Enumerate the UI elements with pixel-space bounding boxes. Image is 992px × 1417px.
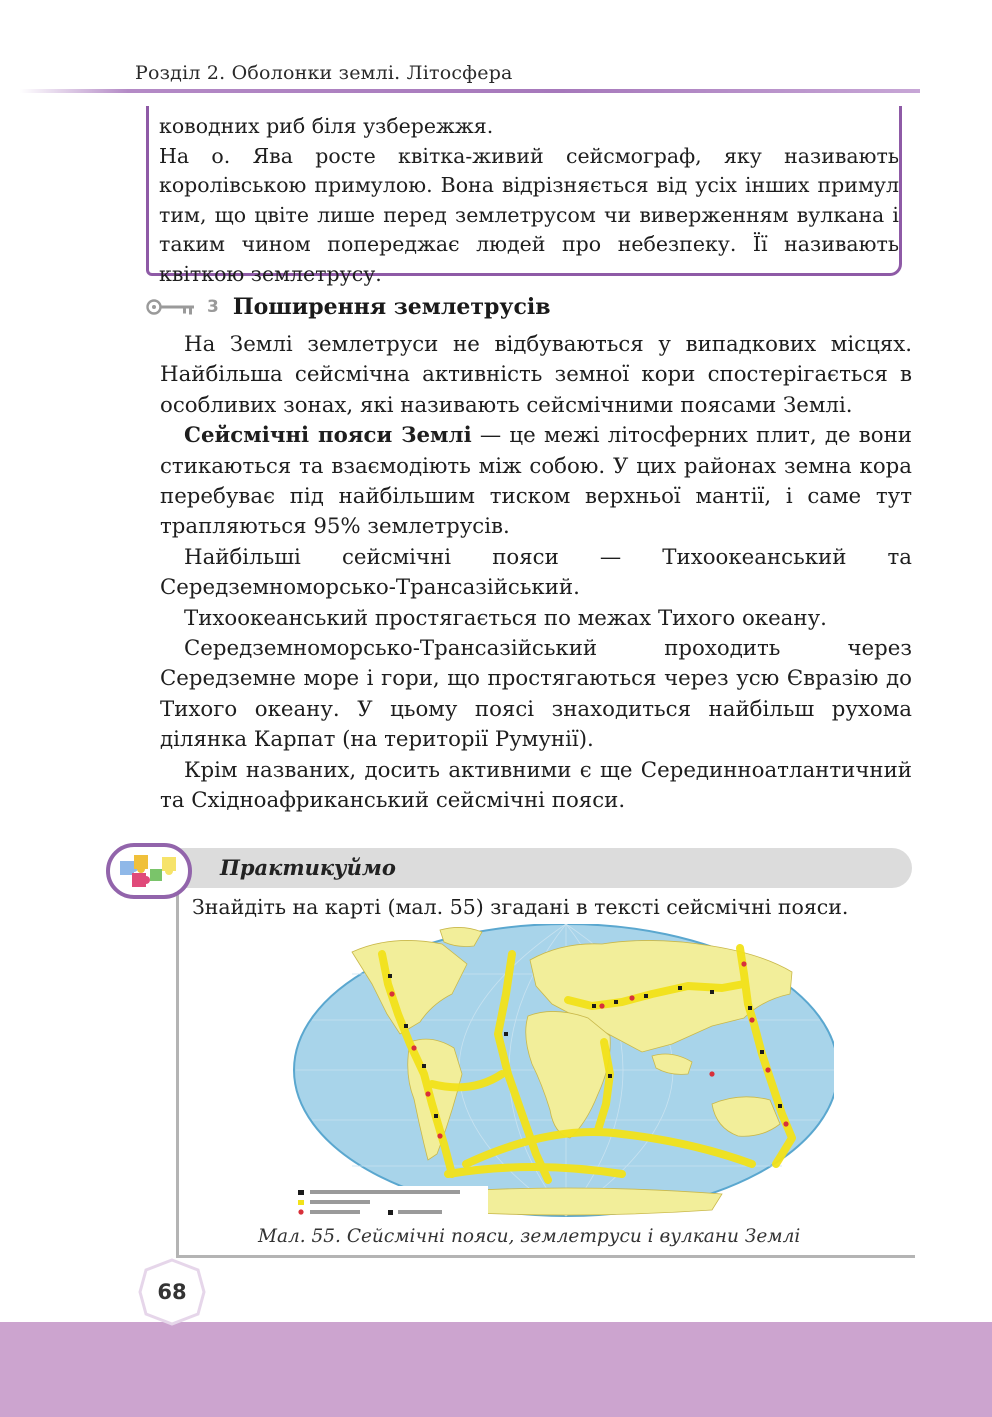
page-number: 68 [157,1280,187,1304]
paragraph-4: Тихоокеанський простягається по межах Тихого океану. [184,605,827,631]
figure-caption: Мал. 55. Сейсмічні пояси, землетруси і вулкани Землі [258,1226,801,1247]
section-heading [145,290,551,324]
paragraph-6: Крім названих, досить активними є ще Серединноатлантичний та Східноафриканський сейсмічні пояси. [160,757,912,814]
paragraph-2-rest: — це межі літосферних плит, де вони стикаються та взаємодіють між собою. У цих районах земна кора перебуває під найбільшим тиском верхньої мантії, і саме тут трапляються 95% землетрусів. [160,423,912,540]
section-number: 3 [207,297,219,317]
map-legend [292,1186,488,1220]
info-box-line-1: ководних риб біля узбережжя. [159,114,494,138]
key-icon [145,296,197,318]
body-text [160,330,912,817]
info-box [146,106,902,286]
puzzle-icon [110,847,188,895]
practice-title: Практикуймо [220,855,396,880]
paragraph-1: На Землі землетруси не відбуваються у випадкових місцях. Найбільша сейсмічна активність земної кори спостерігається в особливих зонах, які називають сейсмічними поясами Землі. [160,332,912,418]
world-map [292,924,834,1221]
paragraph-3: Найбільші сейсмічні пояси — Тихоокеанський та Середземноморсько-Трансазійський. [160,544,912,601]
info-box-line-2: На о. Ява росте квітка-живий сейсмограф, яку називають королівською примулою. Вона відрізняється від усіх інших примул тим, що цвіте лише перед землетрусом чи виверженням вулкана і таким чином попереджає людей про небезпеку. Її називають квіткою землетрусу. [159,143,899,286]
practice-task: Знайдіть на карті (мал. 55) згадані в тексті сейсмічні пояси. [192,895,849,919]
paragraph-5: Середземноморсько-Трансазійський проходить через Середземне море і гори, що простягаються через усю Євразію до Тихого океану. У цьому поясі знаходиться найбільш рухома ділянка Карпат (на території Румунії). [160,636,912,753]
practice-bar [106,843,912,889]
paragraph-2 [160,421,912,543]
section-title: Поширення землетрусів [232,294,551,320]
term-seismic-belts: Сейсмічні пояси Землі [184,423,472,449]
footer-band [0,1322,992,1417]
world-map-figure [292,924,834,1221]
header-divider [20,89,920,93]
running-header: Розділ 2. Оболонки землі. Літосфера [135,62,513,84]
practice-badge [106,843,192,899]
